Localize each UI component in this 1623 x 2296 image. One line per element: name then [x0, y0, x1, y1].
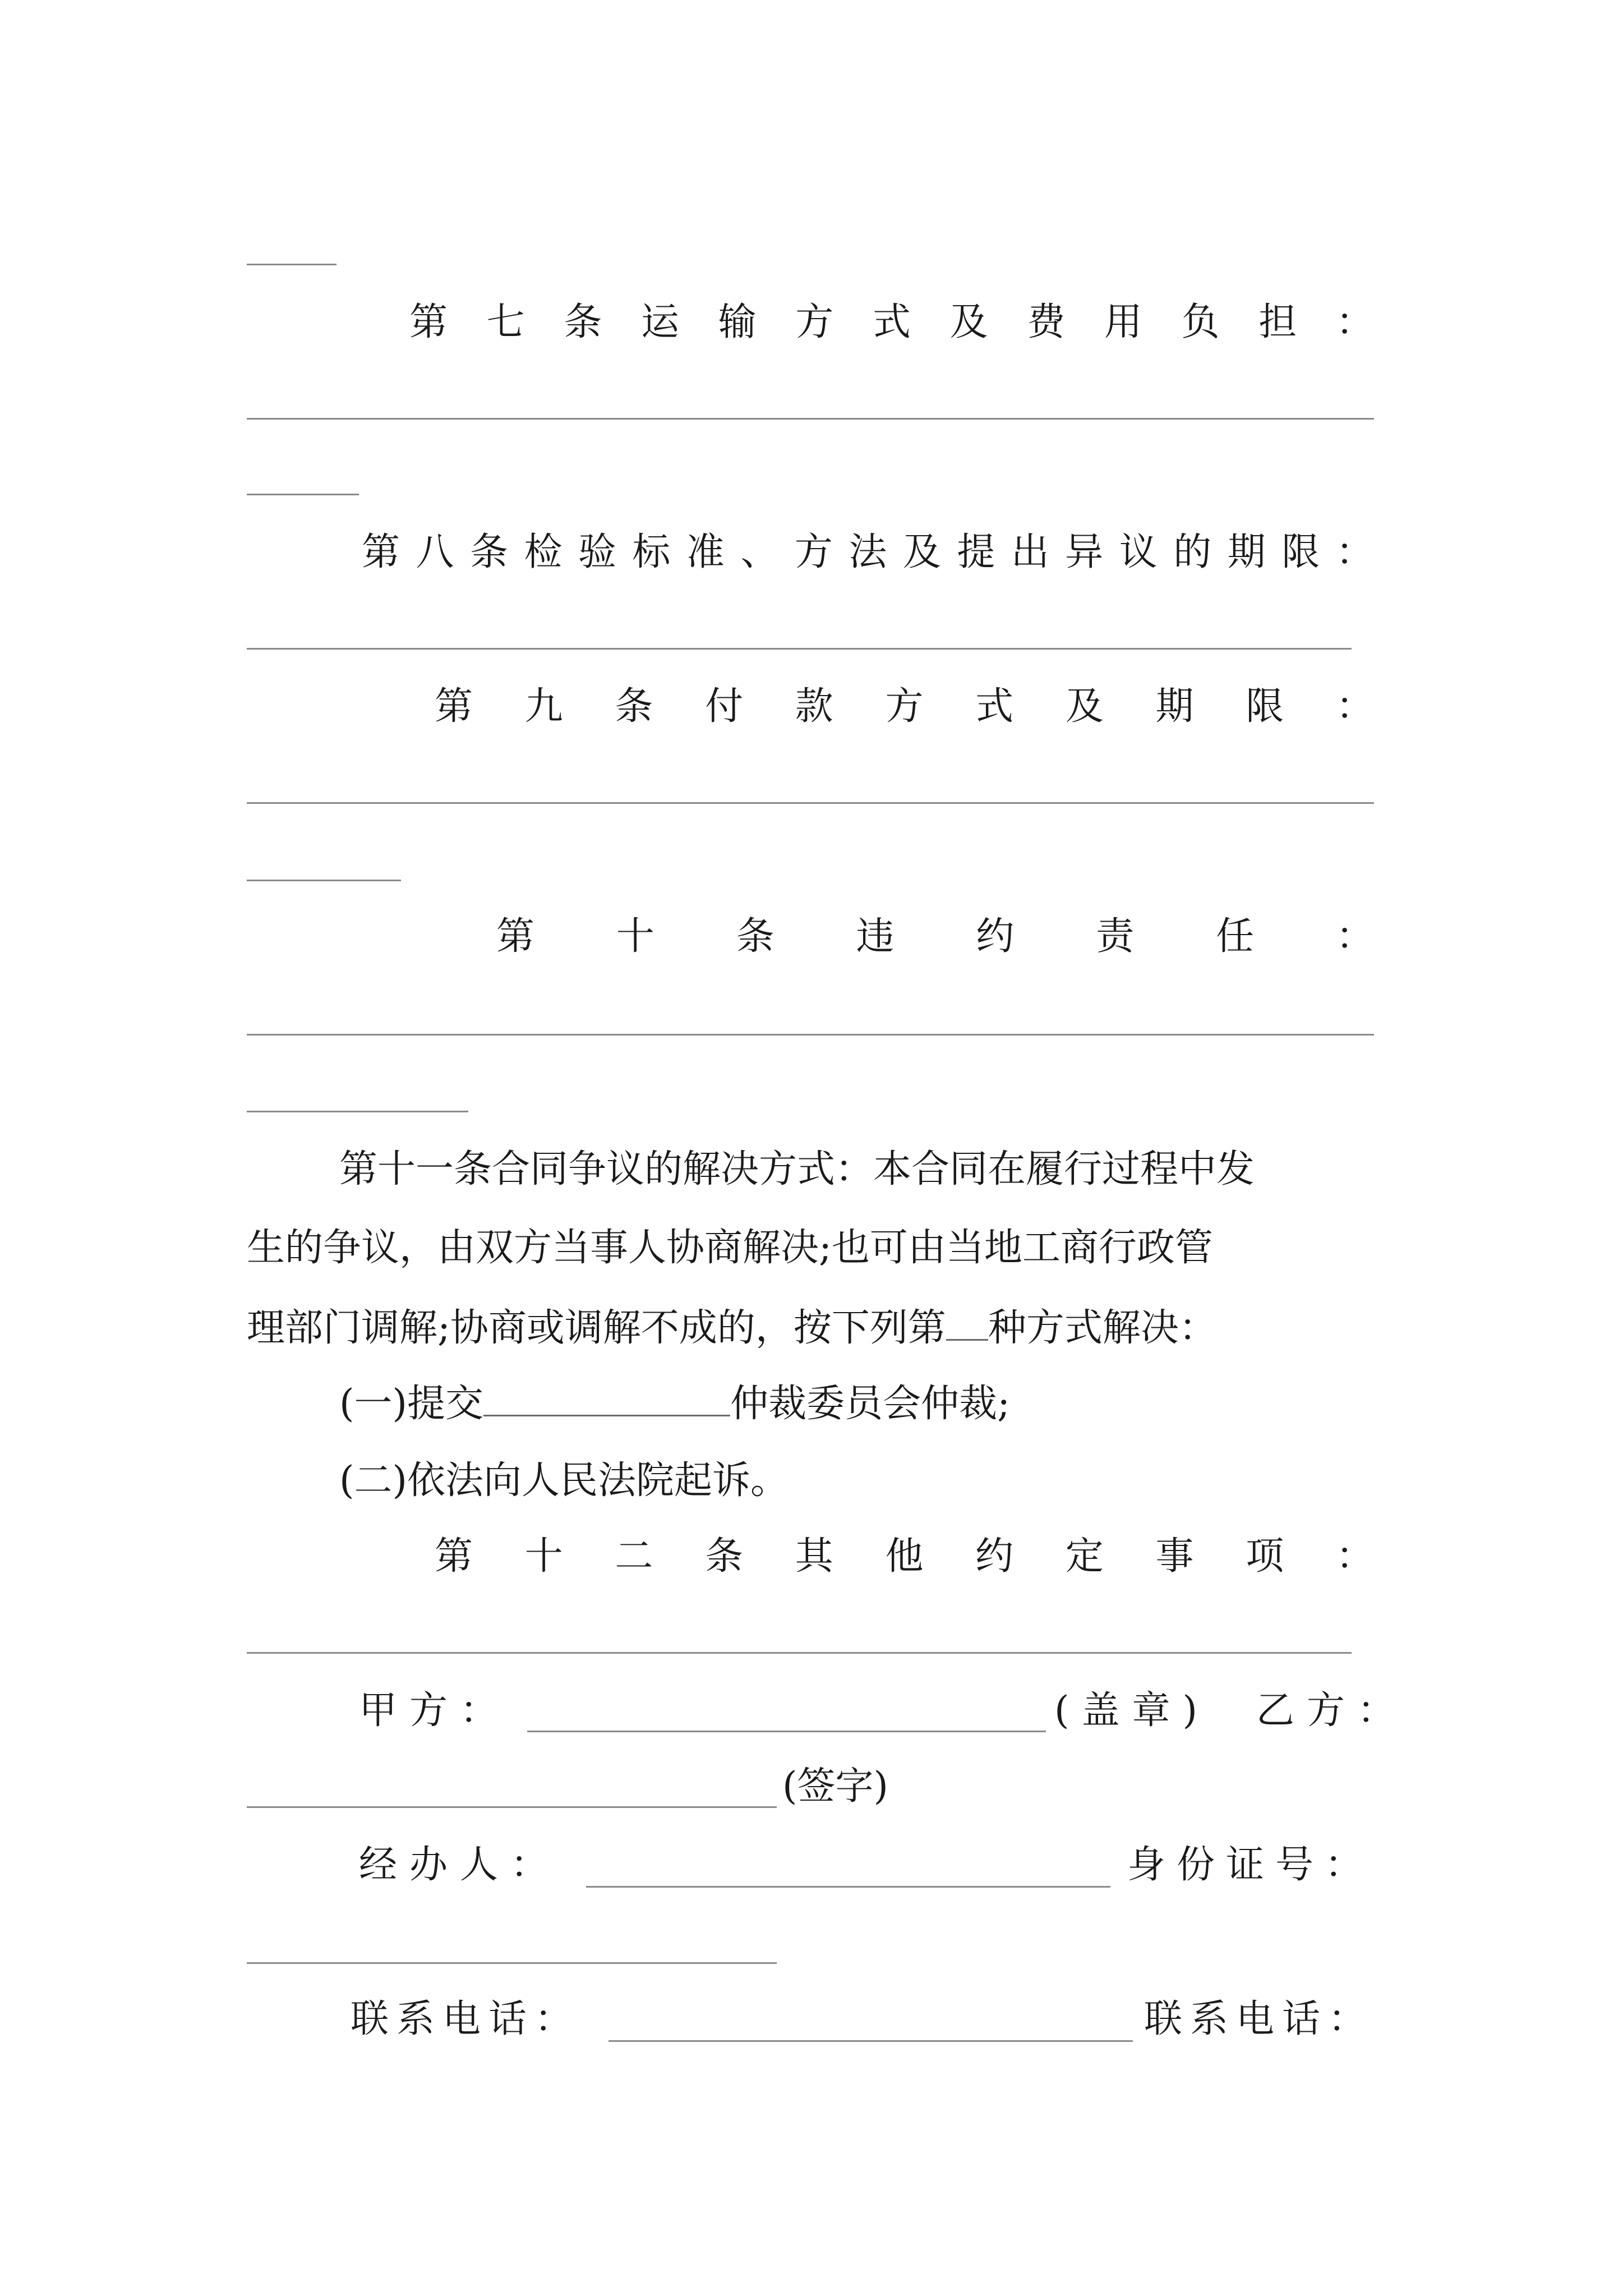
heading-char: 项 [1246, 1534, 1284, 1579]
agent-blank [586, 1886, 1110, 1888]
heading-char: ： [1335, 1534, 1374, 1579]
heading-char: 约 [976, 914, 1015, 959]
heading-char: ： [1335, 530, 1374, 574]
article-11-line-3-tail: 种方式解决： [988, 1306, 1217, 1350]
id-number-blank [247, 1962, 777, 1964]
heading-char: 式 [975, 684, 1014, 729]
article-12-heading [247, 1534, 1374, 1579]
heading-char: 条 [564, 300, 602, 344]
heading-char: 及 [1065, 684, 1104, 729]
article-11-line-3 [247, 1304, 1217, 1351]
heading-char: 的 [1173, 530, 1212, 574]
heading-char: 十 [524, 1534, 563, 1579]
heading-char: 方 [795, 300, 834, 344]
heading-char: 他 [885, 1534, 924, 1579]
heading-char: 及 [902, 530, 941, 574]
heading-char: 出 [1011, 530, 1049, 574]
heading-char: 定 [1065, 1534, 1104, 1579]
article-7-heading [247, 300, 1374, 345]
heading-char: 负 [1181, 300, 1220, 344]
heading-char: 条 [736, 914, 774, 959]
heading-char: 第 [409, 300, 448, 344]
article-11-line-2: 生的争议，由双方当事人协商解决;也可由当地工商行政管 [247, 1226, 1213, 1270]
option-1 [339, 1380, 1010, 1427]
heading-char: 限 [1281, 530, 1320, 574]
fill-line [247, 1111, 468, 1112]
heading-char: 付 [705, 684, 744, 729]
heading-char: 第 [435, 1534, 473, 1579]
fill-line [247, 418, 1374, 420]
article-9-heading [247, 684, 1374, 729]
party-b-label: 乙方： [1256, 1688, 1408, 1733]
heading-char: 方 [885, 684, 924, 729]
heading-char: 及 [949, 300, 988, 344]
phone-a-blank [608, 2040, 1133, 2042]
option-2: (二)依法向人民法院起诉。 [339, 1458, 789, 1503]
party-a-row [359, 1688, 1374, 1733]
heading-char: 任 [1216, 914, 1255, 959]
fill-line [247, 1034, 1374, 1036]
heading-char: 异 [1065, 530, 1104, 574]
heading-char: 提 [957, 530, 995, 574]
id-number-label: 身份证号： [1127, 1843, 1375, 1887]
heading-char: 法 [849, 530, 887, 574]
heading-char: 费 [1027, 300, 1066, 344]
heading-char: 标 [632, 530, 671, 574]
article-10-heading [247, 914, 1374, 959]
article-11-line-1: 第十一条合同争议的解决方式：本合同在履行过程中发 [339, 1147, 1255, 1191]
arbitration-committee-blank [483, 1380, 730, 1416]
heading-char: 八 [416, 530, 454, 574]
heading-char: 其 [795, 1534, 833, 1579]
option-1-text: (一)提交 [339, 1382, 484, 1426]
heading-char: 条 [615, 684, 653, 729]
heading-char: 十 [616, 914, 654, 959]
heading-char: 检 [524, 530, 562, 574]
heading-char: 条 [469, 530, 508, 574]
heading-char: 、 [740, 530, 779, 574]
party-b-blank [247, 1806, 777, 1808]
heading-char: 七 [486, 300, 525, 344]
party-a-blank [527, 1731, 1046, 1732]
fill-line [247, 802, 1374, 804]
option-1-tail: 仲裁委员会仲裁; [730, 1382, 1010, 1426]
heading-char: 期 [1155, 684, 1194, 729]
heading-char: 第 [435, 684, 473, 729]
heading-char: 约 [975, 1534, 1014, 1579]
heading-char: 事 [1155, 1534, 1194, 1579]
heading-char: ： [1335, 300, 1374, 344]
article-8-heading [247, 530, 1374, 575]
heading-char: 限 [1246, 684, 1284, 729]
fill-line [247, 264, 336, 265]
heading-char: 式 [872, 300, 911, 344]
heading-char: 责 [1096, 914, 1135, 959]
heading-char: 二 [615, 1534, 653, 1579]
heading-char: 第 [362, 530, 400, 574]
heading-char: 运 [640, 300, 679, 344]
fill-line [247, 880, 401, 881]
agent-label: 经办人： [359, 1843, 561, 1887]
article-11-line-3-text: 理部门调解;协商或调解不成的，按下列第 [247, 1306, 946, 1350]
heading-char: 验 [578, 530, 616, 574]
heading-char: ： [1335, 914, 1374, 959]
sign-label: (签字) [782, 1764, 889, 1809]
party-a-label: 甲方： [359, 1688, 511, 1733]
method-number-blank [946, 1304, 988, 1341]
phone-a-label: 联系电话： [351, 1997, 581, 2041]
heading-char: 用 [1104, 300, 1142, 344]
heading-char: 方 [794, 530, 833, 574]
heading-char: 准 [686, 530, 725, 574]
heading-char: 九 [524, 684, 563, 729]
heading-char: 款 [795, 684, 833, 729]
heading-char: 第 [496, 914, 535, 959]
heading-char: 担 [1258, 300, 1297, 344]
heading-char: 议 [1119, 530, 1158, 574]
heading-char: ： [1335, 684, 1374, 729]
heading-char: 输 [718, 300, 757, 344]
seal-label: (盖章) [1054, 1688, 1210, 1733]
phone-b-label: 联系电话： [1144, 1997, 1375, 2041]
heading-char: 期 [1227, 530, 1266, 574]
fill-line [247, 648, 1352, 650]
fill-line [247, 494, 359, 495]
fill-line [247, 1652, 1352, 1654]
heading-char: 违 [856, 914, 895, 959]
heading-char: 条 [705, 1534, 744, 1579]
